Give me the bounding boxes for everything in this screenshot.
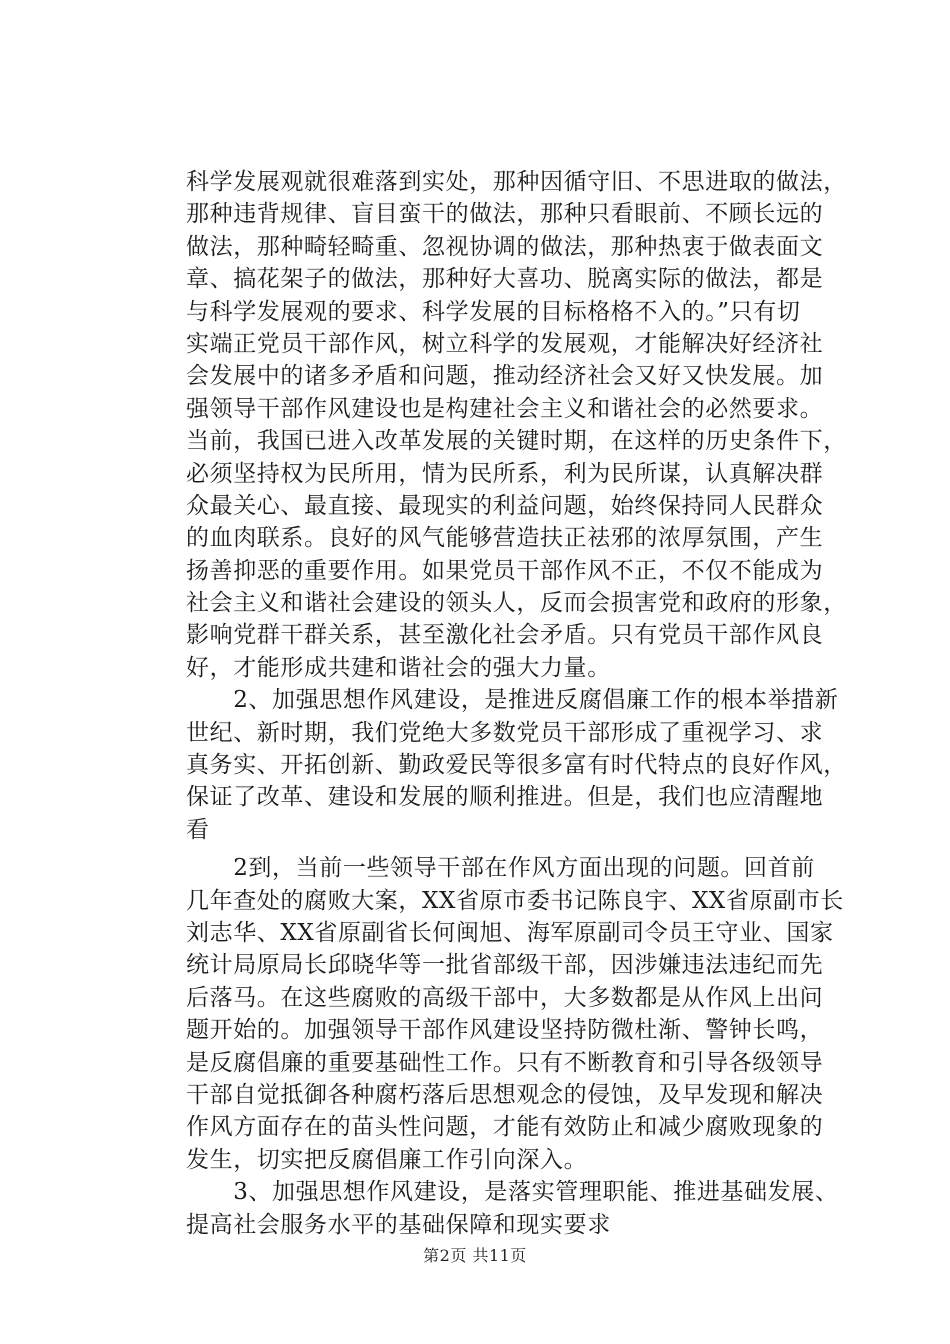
text-line: 看 — [186, 816, 210, 843]
text-line: 实端正党员干部作风，树立科学的发展观，才能解决好经济社 — [186, 330, 824, 357]
text-line: 做法，那种畸轻畸重、忽视协调的做法，那种热衷于做表面文 — [186, 233, 824, 260]
text-line: 扬善抑恶的重要作用。如果党员干部作风不正，不仅不能成为 — [186, 557, 824, 584]
text-line: 与科学发展观的要求、科学发展的目标格格不入的。”只有切 — [186, 298, 801, 325]
text-line: 保证了改革、建设和发展的顺利推进。但是，我们也应清醒地 — [186, 784, 824, 811]
text-line: 题开始的。加强领导干部作风建设坚持防微杜渐、警钟长鸣， — [186, 1017, 824, 1044]
text-line: 会发展中的诸多矛盾和问题，推动经济社会又好又快发展。加 — [186, 363, 824, 390]
text-line: 章、搞花架子的做法，那种好大喜功、脱离实际的做法，都是 — [186, 266, 824, 293]
text-line: 刘志华、XX省原副省长何闽旭、海军原副司令员王守业、国家 — [186, 919, 834, 946]
text-line: 影响党群干群关系，甚至激化社会矛盾。只有党员干部作风良 — [186, 622, 824, 649]
text-line: 2、加强思想作风建设，是推进反腐倡廉工作的根本举措新 — [186, 687, 839, 714]
text-line: 的血肉联系。良好的风气能够营造扶正祛邪的浓厚氛围，产生 — [186, 525, 824, 552]
text-line: 强领导干部作风建设也是构建社会主义和谐社会的必然要求。 — [186, 395, 824, 422]
text-line: 2到，当前一些领导干部在作风方面出现的问题。回首前 — [186, 855, 815, 882]
text-line: 世纪、新时期，我们党绝大多数党员干部形成了重视学习、求 — [186, 719, 824, 746]
document-body — [186, 166, 847, 1241]
text-line: 作风方面存在的苗头性问题，才能有效防止和减少腐败现象的 — [186, 1114, 824, 1141]
text-line: 几年查处的腐败大案，XX省原市委书记陈良宇、XX省原副市长 — [186, 887, 844, 914]
text-line: 提高社会服务水平的基础保障和现实要求 — [186, 1211, 611, 1238]
text-line: 好，才能形成共建和谐社会的强大力量。 — [186, 654, 611, 681]
text-line: 统计局原局长邱晓华等一批省部级干部，因涉嫌违法违纪而先 — [186, 952, 824, 979]
text-line: 必须坚持权为民所用，情为民所系，利为民所谋，认真解决群 — [186, 460, 824, 487]
text-line: 那种违背规律、盲目蛮干的做法，那种只看眼前、不顾长远的 — [186, 201, 824, 228]
text-line: 真务实、开拓创新、勤政爱民等很多富有时代特点的良好作风， — [186, 752, 847, 779]
text-line: 干部自觉抵御各种腐朽落后思想观念的侵蚀，及早发现和解决 — [186, 1081, 824, 1108]
text-line: 当前，我国已进入改革发展的关键时期，在这样的历史条件下， — [186, 428, 847, 455]
text-line: 后落马。在这些腐败的高级干部中，大多数都是从作风上出问 — [186, 984, 824, 1011]
text-line: 发生，切实把反腐倡廉工作引向深入。 — [186, 1146, 588, 1173]
page-number-footer: 第2页 共11页 — [423, 1246, 527, 1265]
text-line: 科学发展观就很难落到实处，那种因循守旧、不思进取的做法， — [186, 169, 847, 195]
text-line: 社会主义和谐社会建设的领头人，反而会损害党和政府的形象， — [186, 590, 847, 617]
text-line: 众最关心、最直接、最现实的利益问题，始终保持同人民群众 — [186, 492, 824, 519]
text-line: 是反腐倡廉的重要基础性工作。只有不断教育和引导各级领导 — [186, 1049, 824, 1076]
text-line: 3、加强思想作风建设，是落实管理职能、推进基础发展、 — [186, 1179, 839, 1206]
